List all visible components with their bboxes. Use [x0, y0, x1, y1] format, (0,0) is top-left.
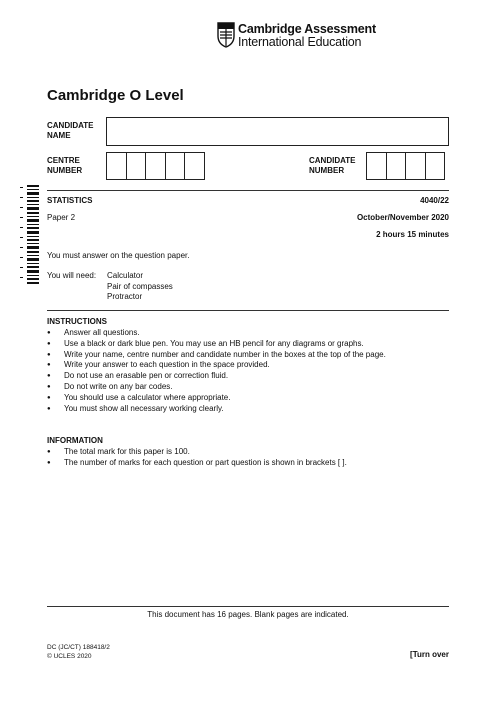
- centre-digit-box[interactable]: [126, 152, 147, 180]
- list-item: ● Write your name, centre number and candidate number in the boxes at the top of the page.: [47, 350, 386, 361]
- list-item: ● Write your answer to each question in the space provided.: [47, 360, 386, 371]
- answer-instruction: You must answer on the question paper.: [47, 251, 190, 260]
- list-item: ● Use a black or dark blue pen. You may use an HB pencil for any diagrams or graphs.: [47, 339, 386, 350]
- information-list: [47, 447, 347, 469]
- candidate-number-field[interactable]: [366, 152, 444, 180]
- needs-list: [107, 271, 173, 303]
- barcode-icon: [19, 185, 39, 285]
- exam-duration: 2 hours 15 minutes: [376, 230, 449, 239]
- need-item: Protractor: [107, 292, 143, 301]
- exam-session: October/November 2020: [356, 213, 449, 222]
- page-title: Cambridge O Level: [47, 87, 184, 104]
- centre-digit-box[interactable]: [184, 152, 205, 180]
- paper-number: Paper 2: [47, 213, 76, 222]
- you-will-need-label: You will need:: [47, 271, 97, 280]
- centre-number-field[interactable]: [106, 152, 204, 180]
- list-item: ● You must show all necessary working clearly.: [47, 404, 386, 415]
- information-heading: INFORMATION: [47, 436, 103, 445]
- candidate-name-field[interactable]: [106, 117, 449, 146]
- copyright: © UCLES 2020: [47, 653, 92, 660]
- list-item: ● Answer all questions.: [47, 328, 386, 339]
- paper-code: 4040/22: [420, 196, 449, 205]
- candidate-digit-box[interactable]: [366, 152, 387, 180]
- list-item: ● The total mark for this paper is 100.: [47, 447, 347, 458]
- candidate-digit-box[interactable]: [386, 152, 407, 180]
- centre-digit-box[interactable]: [106, 152, 127, 180]
- document-reference: DC (JC/CT) 188418/2: [47, 644, 110, 651]
- candidate-digit-box[interactable]: [405, 152, 426, 180]
- divider: [47, 190, 449, 191]
- list-item: ● The number of marks for each question or part question is shown in brackets [ ].: [47, 458, 347, 469]
- centre-number-label: CENTRE NUMBER: [47, 156, 83, 175]
- centre-digit-box[interactable]: [145, 152, 166, 180]
- candidate-digit-box[interactable]: [425, 152, 446, 180]
- subject: STATISTICS: [47, 196, 93, 205]
- cambridge-shield-icon: [217, 22, 235, 48]
- candidate-number-label: CANDIDATE NUMBER: [309, 156, 356, 175]
- candidate-name-label: CANDIDATE NAME: [47, 121, 94, 140]
- cambridge-logo: [217, 22, 377, 48]
- instructions-list: [47, 328, 386, 414]
- pages-note: This document has 16 pages. Blank pages are indicated.: [147, 610, 349, 619]
- org-name-line1: Cambridge Assessment: [238, 22, 376, 36]
- centre-digit-box[interactable]: [165, 152, 186, 180]
- need-item: Calculator: [107, 271, 144, 280]
- turn-over: [Turn over: [410, 650, 449, 659]
- list-item: ● You should use a calculator where appropriate.: [47, 393, 386, 404]
- org-name-line2: International Education: [238, 35, 362, 49]
- instructions-heading: INSTRUCTIONS: [47, 317, 107, 326]
- divider: [47, 310, 449, 311]
- need-item: Pair of compasses: [107, 281, 173, 291]
- list-item: ● Do not write on any bar codes.: [47, 382, 386, 393]
- list-item: ● Do not use an erasable pen or correction fluid.: [47, 371, 386, 382]
- footer-divider: [47, 606, 449, 607]
